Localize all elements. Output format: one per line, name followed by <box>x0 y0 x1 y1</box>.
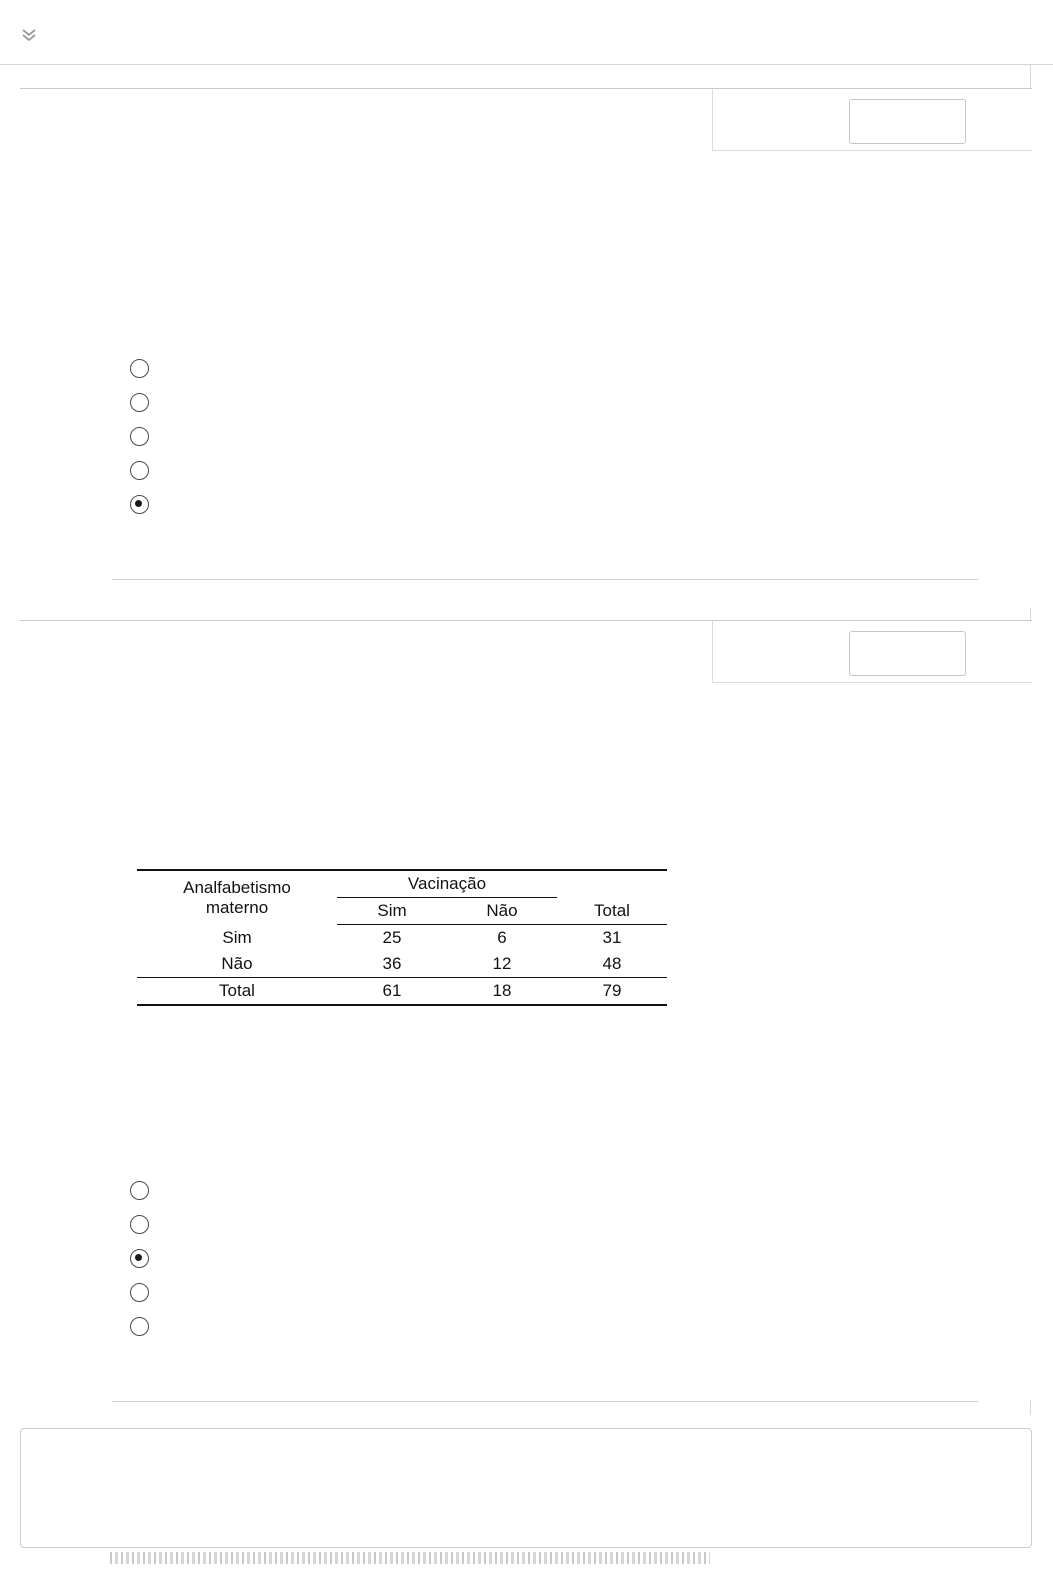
table-row <box>137 951 667 978</box>
cell-value: 36 <box>337 951 447 978</box>
radio-icon[interactable] <box>130 1283 149 1302</box>
data-table <box>137 869 667 1006</box>
col-header-total: Total <box>557 898 667 925</box>
row-header-label <box>137 870 337 925</box>
col-header-sim: Sim <box>337 898 447 925</box>
cell-value: 61 <box>337 978 447 1006</box>
options-list-1 <box>130 351 163 521</box>
option-row[interactable] <box>130 1207 163 1241</box>
table-row-group-header <box>137 870 667 898</box>
radio-icon[interactable] <box>130 359 149 378</box>
option-row[interactable] <box>130 351 163 385</box>
top-toolbar <box>0 0 1053 65</box>
radio-icon-selected[interactable] <box>130 495 149 514</box>
question-divider <box>112 579 978 580</box>
table-row-total <box>137 978 667 1006</box>
score-box-2 <box>712 621 1032 683</box>
group-header-vacinacao: Vacinação <box>337 870 557 898</box>
contingency-table <box>137 869 667 1006</box>
row-label: Não <box>137 951 337 978</box>
option-row[interactable] <box>130 1241 163 1275</box>
score-input-2[interactable] <box>849 631 966 676</box>
option-row[interactable] <box>130 385 163 419</box>
row-header-line2: materno <box>205 897 269 917</box>
radio-icon[interactable] <box>130 1317 149 1336</box>
radio-icon[interactable] <box>130 461 149 480</box>
option-row[interactable] <box>130 1173 163 1207</box>
radio-icon[interactable] <box>130 1181 149 1200</box>
option-row[interactable] <box>130 1309 163 1343</box>
radio-icon[interactable] <box>130 393 149 412</box>
bottom-partial-text <box>110 1552 710 1564</box>
question-divider <box>112 1401 978 1402</box>
option-row[interactable] <box>130 419 163 453</box>
question-block-1 <box>20 88 1032 608</box>
row-header-line1: Analfabetismo <box>183 877 291 897</box>
option-row[interactable] <box>130 1275 163 1309</box>
row-label: Sim <box>222 927 252 947</box>
radio-icon[interactable] <box>130 427 149 446</box>
radio-icon-selected[interactable] <box>130 1249 149 1268</box>
table-row <box>137 925 667 952</box>
cell-value: 6 <box>497 928 507 947</box>
col-header-nao: Não <box>447 898 557 925</box>
cell-value: 48 <box>557 951 667 978</box>
bottom-panel <box>20 1428 1032 1548</box>
row-label: Total <box>137 978 337 1006</box>
cell-value: 31 <box>602 928 622 947</box>
score-box-1 <box>712 89 1032 151</box>
right-edge-rail <box>1030 65 1053 1415</box>
cell-value: 12 <box>447 951 557 978</box>
spacer-cell <box>557 870 667 898</box>
cell-value: 79 <box>557 978 667 1006</box>
option-row[interactable] <box>130 487 163 521</box>
chevron-double-down-icon[interactable] <box>18 26 40 44</box>
cell-value: 18 <box>447 978 557 1006</box>
cell-value: 25 <box>382 928 402 947</box>
options-list-2 <box>130 1173 163 1343</box>
radio-icon[interactable] <box>130 1215 149 1234</box>
question-block-2 <box>20 620 1032 1400</box>
score-input-1[interactable] <box>849 99 966 144</box>
option-row[interactable] <box>130 453 163 487</box>
